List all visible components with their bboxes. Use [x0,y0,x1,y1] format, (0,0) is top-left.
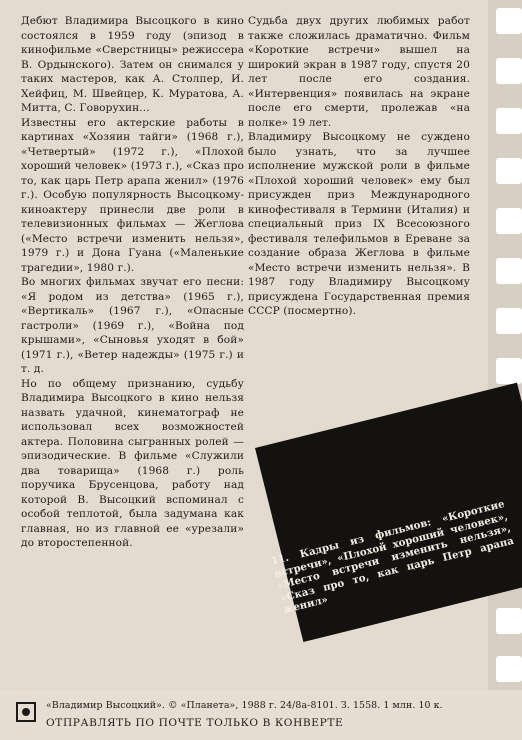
mail-notice: ОТПРАВЛЯТЬ ПО ПОЧТЕ ТОЛЬКО В КОНВЕРТЕ [46,717,344,729]
film-perforation [496,158,522,184]
film-perforation [496,656,522,682]
paragraph: Судьба двух других любимых работ также сложилась драматично. Фильм «Короткие встречи» вышел на широкий экран в 1987 году, спустя 20 лет после его создания. «Интервенция» появилась на экране после его смерти, пролежав «на полке» 19 лет. [248,15,470,129]
left-text-column [21,14,244,551]
paragraph: Во многих фильмах звучат его песни: «Я родом из детства» (1965 г.), «Вертикаль» (1967 г.), «Опасные гастроли» (1969 г.), «Война под крышами», «Сыновья уходят в бой» (1971 г.), «Ветер надежды» (1975 г.) и т. д. [21,276,244,375]
paragraph: Но по общему признанию, судьбу Владимира Высоцкого в кино нельзя назвать удачной, кинематограф не использовал всех возможностей актера. Половина сыгранных ролей — эпизодические. В фильме «Служили два товарища» (1968 г.) роль поручика Брусенцова, работу над которой В. Высоцкий вспоминал с особой теплотой, была задумана как главная, но из главной ее «урезали» до второстепенной. [21,377,244,549]
film-perforation [496,308,522,334]
paragraph: Дебют Владимира Высоцкого в кино состоялся в 1959 году (эпизод в кинофильме «Сверстницы» режиссера В. Ордынского). Затем он снимался у таких мастеров, как А. Столпер, И. Хейфиц, М. Швейцер, К. Муратова, А. Митта, С. Говорухин... [21,15,244,114]
right-text-column [248,14,470,319]
film-perforation [496,608,522,634]
film-perforation [496,108,522,134]
film-perforation [496,358,522,384]
film-perforation [496,8,522,34]
footer [0,690,522,740]
film-perforation [496,208,522,234]
photo-caption: 11. Кадры из фильмов: «Короткие встречи», «Плохой хороший человек», «Место встречи изменить нельзя», «Сказ про то, как царь Петр арапа женил» [270,497,515,617]
publisher-logo-icon [16,702,36,722]
paragraph: Известны его актерские работы в картинах «Хозяин тайги» (1968 г.), «Четвертый» (1972 г.), «Плохой хороший человек» (1973 г.), «Сказ про то, как царь Петр арапа женил» (1976 г.). Особую популярность Высоцкому-киноактеру принесли две роли в телевизионных фильмах — Жеглова («Место встречи изменить нельзя», 1979 г.) и Дона Гуана («Маленькие трагедии», 1980 г.). [21,116,244,274]
film-perforation [496,58,522,84]
imprint-line: «Владимир Высоцкий». © «Планета», 1988 г. 24/8а-8101. З. 1558. 1 млн. 10 к. [46,700,443,711]
film-perforation [496,258,522,284]
paragraph: Владимиру Высоцкому не суждено было узнать, что за лучшее исполнение мужской роли в фильме «Плохой хороший человек» ему был присужден приз Международного кинофестиваля в Термини (Италия) и специальный приз IX Всесоюзного фестиваля телефильмов в Ереване за создание образа Жеглова в фильме «Место встречи изменить нельзя». В 1987 году Владимиру Высоцкому присуждена Государственная премия СССР (посмертно). [248,131,470,317]
